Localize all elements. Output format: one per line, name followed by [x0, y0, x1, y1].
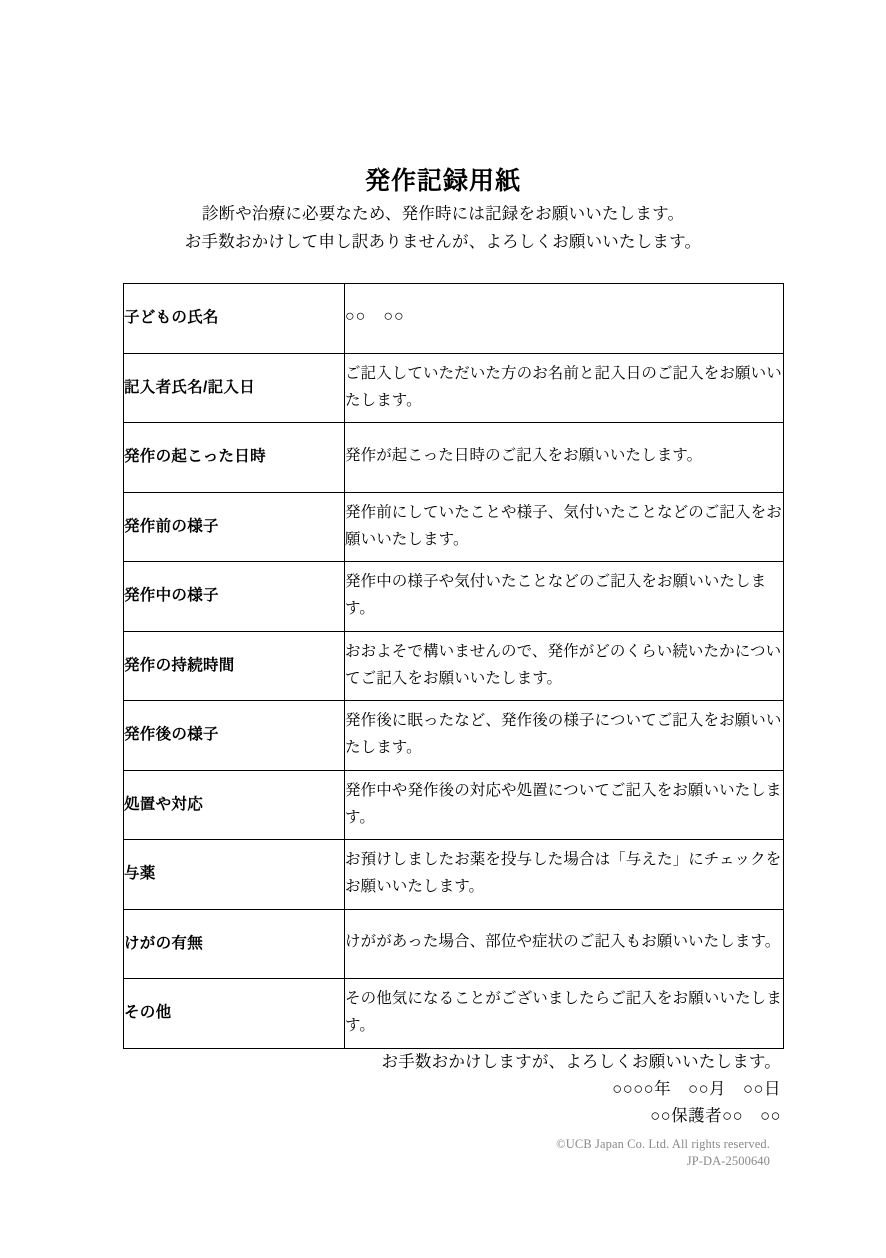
- row-value-cell[interactable]: [345, 979, 784, 1049]
- table-row: [124, 909, 784, 979]
- footer-closing-text: お手数おかけしますが、よろしくお願いいたします。: [381, 1052, 781, 1071]
- copyright-notice: ©UCB Japan Co. Ltd. All rights reserved.: [556, 1137, 770, 1151]
- row-value-text: お預けしましたお薬を投与した場合は「与えた」にチェックをお願いいたします。: [345, 851, 782, 896]
- table-row: [124, 423, 784, 493]
- table-body: [124, 284, 784, 1049]
- footer-guardian-line: ○○保護者○○ ○○: [650, 1106, 781, 1125]
- row-value-cell[interactable]: [345, 284, 784, 354]
- footer-date-line: ○○○○年 ○○月 ○○日: [612, 1079, 781, 1098]
- row-value-text: その他気になることがございましたらご記入をお願いいたします。: [345, 990, 782, 1035]
- table-row: [124, 770, 784, 840]
- intro-line-1: 診断や治療に必要なため、発作時には記録をお願いいたします。: [201, 204, 685, 223]
- row-value-cell[interactable]: [345, 353, 784, 423]
- seizure-record-table: [123, 283, 784, 1049]
- table-row: [124, 701, 784, 771]
- table-row: [124, 631, 784, 701]
- row-label: けがの有無: [124, 909, 345, 979]
- table-row: [124, 979, 784, 1049]
- document-footer: [0, 1048, 886, 1170]
- table-row: [124, 353, 784, 423]
- row-value-text: 発作中や発作後の対応や処置についてご記入をお願いいたします。: [345, 781, 782, 826]
- row-value-text: おおよそで構いませんので、発作がどのくらい続いたかについてご記入をお願いいたします。: [345, 642, 782, 687]
- intro-paragraph: [0, 200, 886, 256]
- row-value-text: 発作後に眠ったなど、発作後の様子についてご記入をお願いいたします。: [345, 712, 782, 757]
- row-label: 発作の起こった日時: [124, 423, 345, 493]
- row-value-cell[interactable]: [345, 701, 784, 771]
- row-label: 発作後の様子: [124, 701, 345, 771]
- row-label: 子どもの氏名: [124, 284, 345, 354]
- row-label: 処置や対応: [124, 770, 345, 840]
- row-value-cell[interactable]: [345, 423, 784, 493]
- row-value-text: 発作が起こった日時のご記入をお願いいたします。: [345, 446, 703, 464]
- table-row: [124, 840, 784, 910]
- row-label: 発作の持続時間: [124, 631, 345, 701]
- row-value-cell[interactable]: [345, 631, 784, 701]
- table-row: [124, 492, 784, 562]
- row-value-text: 発作中の様子や気付いたことなどのご記入をお願いいたします。: [345, 573, 767, 618]
- row-label: 与薬: [124, 840, 345, 910]
- row-value-cell[interactable]: [345, 562, 784, 632]
- row-label: 発作前の様子: [124, 492, 345, 562]
- row-value-text: 発作前にしていたことや様子、気付いたことなどのご記入をお願いいたします。: [345, 503, 782, 548]
- row-label: その他: [124, 979, 345, 1049]
- row-value-text: ○○ ○○: [345, 307, 405, 325]
- row-value-text: ご記入していただいた方のお名前と記入日のご記入をお願いいたします。: [345, 364, 782, 409]
- page-title: 発作記録用紙: [364, 167, 521, 195]
- table-row: [124, 562, 784, 632]
- row-label: 記入者氏名/記入日: [124, 353, 345, 423]
- table-row: [124, 284, 784, 354]
- intro-line-2: お手数おかけして申し訳ありませんが、よろしくお願いいたします。: [184, 232, 702, 251]
- row-value-text: けががあった場合、部位や症状のご記入もお願いいたします。: [345, 933, 781, 951]
- row-label: 発作中の様子: [124, 562, 345, 632]
- row-value-cell[interactable]: [345, 909, 784, 979]
- document-id: JP-DA-2500640: [686, 1154, 770, 1168]
- row-value-cell[interactable]: [345, 840, 784, 910]
- row-value-cell[interactable]: [345, 492, 784, 562]
- row-value-cell[interactable]: [345, 770, 784, 840]
